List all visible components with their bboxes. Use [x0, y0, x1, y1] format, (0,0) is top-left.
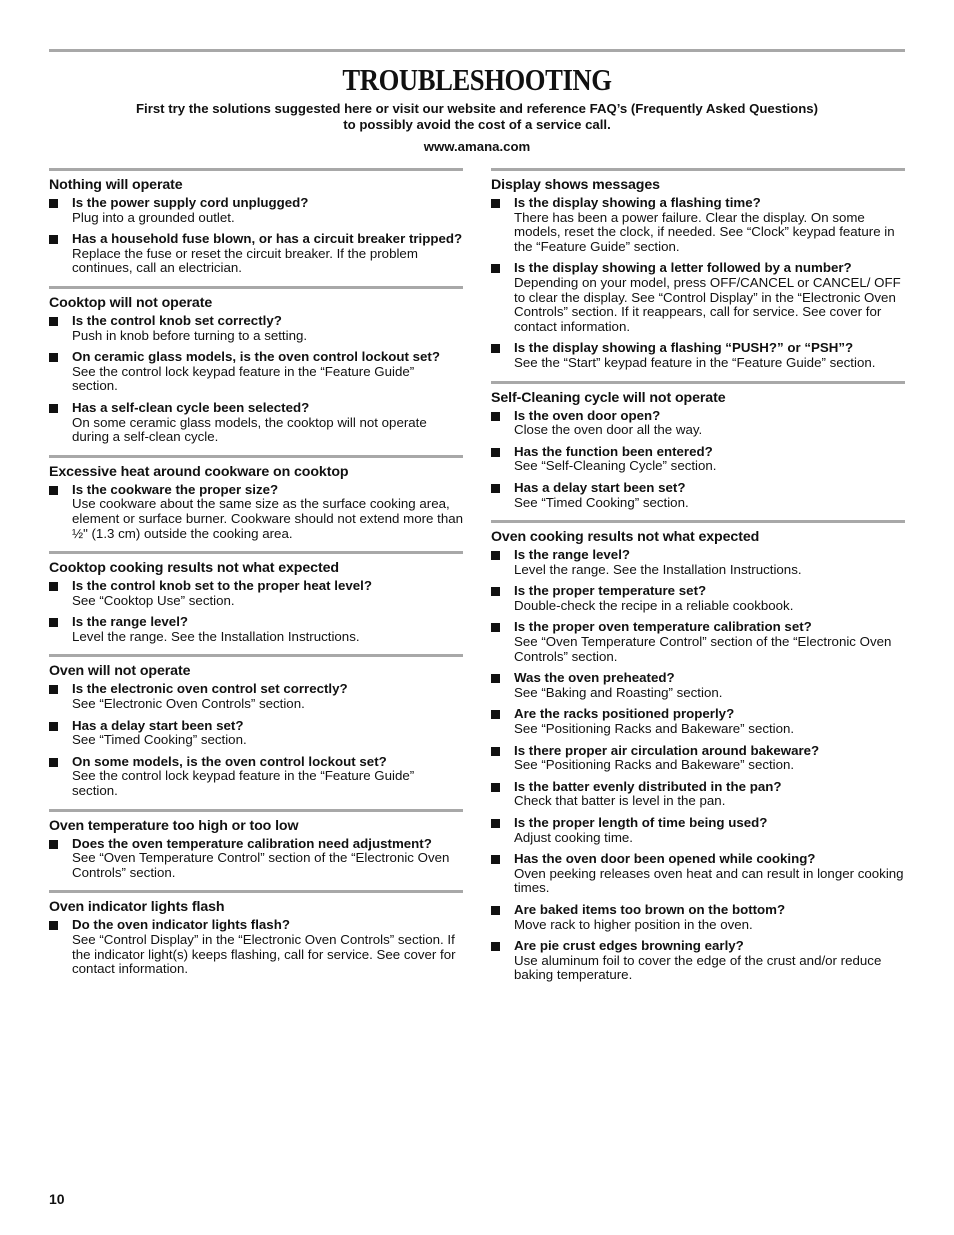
list-item	[49, 755, 463, 799]
list-item	[49, 196, 463, 225]
item-answer: See “Baking and Roasting” section.	[514, 684, 723, 700]
item-answer: See “Electronic Oven Controls” section.	[72, 696, 305, 712]
top-rule	[49, 49, 905, 52]
list-item	[49, 232, 463, 276]
item-answer: See “Timed Cooking” section.	[514, 494, 689, 510]
item-answer: See the control lock keypad feature in the “Feature Guide” section.	[72, 768, 415, 799]
item-question: Is the power supply cord unplugged?	[72, 195, 309, 210]
section-heading: Self-Cleaning cycle will not operate	[491, 389, 726, 406]
list-item	[491, 341, 905, 370]
item-question: On ceramic glass models, is the oven control lockout set?	[72, 349, 440, 365]
intro-line-1: First try the solutions suggested here or visit our website and reference FAQ’s (Frequently Asked Questions)	[136, 101, 818, 116]
square-bullet-icon	[49, 582, 58, 591]
website-link[interactable]: www.amana.com	[423, 139, 531, 154]
list-item	[491, 196, 905, 254]
right-column	[491, 168, 905, 993]
square-bullet-icon	[491, 199, 500, 208]
list-item	[491, 816, 905, 845]
section-oven-temperature-too-high-or-too-low	[49, 809, 463, 891]
section-display-shows-messages	[491, 168, 905, 381]
list-item	[491, 620, 905, 664]
square-bullet-icon	[491, 264, 500, 273]
item-question: Has a self-clean cycle been selected?	[72, 399, 310, 415]
list-item	[49, 401, 463, 445]
list-item	[49, 837, 463, 881]
item-answer: See “Cooktop Use” section.	[72, 592, 235, 608]
item-answer: See “Timed Cooking” section.	[72, 732, 247, 748]
item-answer: See “Control Display” in the “Electronic Oven Controls” section. If the indicator light(s) keeps flashing, call for service. See cover for contact information.	[72, 932, 456, 977]
item-answer: See “Oven Temperature Control” section of the “Electronic Oven Controls” section.	[514, 634, 892, 664]
item-answer: Push in knob before turning to a setting.	[72, 327, 308, 343]
square-bullet-icon	[49, 722, 58, 731]
square-bullet-icon	[491, 448, 500, 457]
item-answer: See the control lock keypad feature in the “Feature Guide” section.	[72, 363, 415, 394]
square-bullet-icon	[49, 235, 58, 244]
square-bullet-icon	[491, 710, 500, 719]
item-question: Is the display showing a flashing time?	[514, 195, 761, 210]
list-item	[491, 707, 905, 736]
list-item	[49, 918, 463, 976]
section-oven-indicator-lights-flash	[49, 890, 463, 986]
list-item	[491, 671, 905, 700]
item-answer: On some ceramic glass models, the cooktop will not operate during a self-clean cycle.	[72, 414, 427, 445]
list-item	[49, 314, 463, 343]
list-item	[49, 719, 463, 748]
item-question: Is the display showing a letter followed by a number?	[514, 260, 852, 276]
square-bullet-icon	[491, 551, 500, 560]
square-bullet-icon	[49, 758, 58, 767]
square-bullet-icon	[491, 747, 500, 756]
list-item	[491, 409, 905, 438]
section-heading: Display shows messages	[491, 177, 660, 193]
square-bullet-icon	[49, 618, 58, 627]
section-heading: Cooktop will not operate	[49, 294, 213, 311]
item-answer: Double-check the recipe in a reliable cookbook.	[514, 597, 794, 613]
intro-line-2: to possibly avoid the cost of a service call.	[343, 116, 611, 132]
list-item	[49, 483, 463, 541]
square-bullet-icon	[491, 623, 500, 632]
section-oven-will-not-operate	[49, 654, 463, 808]
item-question: Is the electronic oven control set correctly?	[72, 681, 348, 697]
square-bullet-icon	[49, 921, 58, 930]
section-heading: Excessive heat around cookware on cooktop	[49, 463, 349, 480]
list-item	[49, 682, 463, 711]
section-heading: Oven will not operate	[49, 663, 191, 680]
item-answer: Use cookware about the same size as the surface cooking area, element or surface burner. Cookware should not extend more than ½" (1.3 cm) outside the cooking area.	[72, 496, 464, 541]
page-number: 10	[49, 1191, 65, 1207]
list-item	[491, 903, 905, 932]
square-bullet-icon	[491, 942, 500, 951]
item-answer: Depending on your model, press OFF/CANCEL or CANCEL/ OFF to clear the display. See “Control Display” in the “Electronic Oven Controls” section. If it reappears, call for service. See cover for contact information.	[514, 274, 901, 334]
item-question: Is the range level?	[514, 547, 631, 563]
section-heading: Nothing will operate	[49, 177, 183, 193]
section-heading: Oven temperature too high or too low	[49, 817, 299, 834]
list-item	[491, 939, 905, 983]
item-answer: Adjust cooking time.	[514, 829, 633, 845]
item-answer: See the “Start” keypad feature in the “Feature Guide” section.	[514, 354, 876, 370]
section-heading: Oven cooking results not what expected	[491, 529, 760, 546]
item-answer: See “Self-Cleaning Cycle” section.	[514, 458, 717, 474]
item-answer: Oven peeking releases oven heat and can result in longer cooking times.	[514, 865, 904, 896]
section-cooktop-cooking-results-not-what-expected	[49, 551, 463, 654]
left-column	[49, 168, 463, 987]
item-question: Has a household fuse blown, or has a circuit breaker tripped?	[72, 231, 463, 247]
section-self-cleaning-cycle-will-not-operate	[491, 381, 905, 521]
item-question: Is the proper temperature set?	[514, 583, 707, 599]
section-heading: Cooktop cooking results not what expected	[49, 560, 339, 577]
item-question: Was the oven preheated?	[514, 670, 675, 686]
list-item	[491, 744, 905, 773]
item-question: Has a delay start been set?	[514, 479, 686, 495]
square-bullet-icon	[49, 199, 58, 208]
item-question: Has the function been entered?	[514, 443, 713, 459]
item-answer: See “Positioning Racks and Bakeware” section.	[514, 721, 795, 737]
item-question: Is the control knob set to the proper heat level?	[72, 578, 372, 594]
list-item	[49, 350, 463, 394]
list-item	[491, 481, 905, 510]
list-item	[491, 852, 905, 896]
square-bullet-icon	[491, 855, 500, 864]
item-question: Is the display showing a flashing “PUSH?” or “PSH”?	[514, 340, 854, 356]
item-answer: Level the range. See the Installation Instructions.	[514, 561, 802, 577]
item-question: Is the oven door open?	[514, 407, 661, 423]
item-question: Is the proper length of time being used?	[514, 815, 768, 830]
square-bullet-icon	[49, 404, 58, 413]
square-bullet-icon	[49, 353, 58, 362]
square-bullet-icon	[491, 412, 500, 421]
item-answer: Replace the fuse or reset the circuit breaker. If the problem continues, call an electrician.	[72, 245, 418, 276]
section-excessive-heat-around-cookware-on-cooktop	[49, 455, 463, 551]
list-item	[491, 548, 905, 577]
section-nothing-will-operate	[49, 168, 463, 286]
item-question: Has a delay start been set?	[72, 717, 244, 733]
item-answer: Plug into a grounded outlet.	[72, 209, 235, 225]
item-answer: Close the oven door all the way.	[514, 422, 703, 438]
item-answer: Level the range. See the Installation Instructions.	[72, 628, 360, 644]
list-item	[49, 579, 463, 608]
list-item	[491, 445, 905, 474]
item-answer: Use aluminum foil to cover the edge of the crust and/or reduce baking temperature.	[514, 952, 882, 983]
square-bullet-icon	[491, 587, 500, 596]
item-answer: Move rack to higher position in the oven.	[514, 916, 753, 932]
item-question: Has the oven door been opened while cooking?	[514, 851, 816, 867]
page-title: TROUBLESHOOTING	[342, 62, 612, 97]
square-bullet-icon	[491, 819, 500, 828]
square-bullet-icon	[49, 685, 58, 694]
square-bullet-icon	[49, 840, 58, 849]
square-bullet-icon	[491, 783, 500, 792]
item-question: Are pie crust edges browning early?	[514, 938, 744, 954]
square-bullet-icon	[49, 486, 58, 495]
square-bullet-icon	[491, 674, 500, 683]
list-item	[491, 261, 905, 334]
list-item	[491, 584, 905, 613]
item-question: Is the batter evenly distributed in the pan?	[514, 778, 782, 794]
item-question: Is the control knob set correctly?	[72, 312, 282, 328]
list-item	[491, 780, 905, 809]
list-item	[49, 615, 463, 644]
item-question: Do the oven indicator lights flash?	[72, 917, 290, 933]
item-question: Is there proper air circulation around bakeware?	[514, 742, 820, 758]
intro-block	[0, 101, 954, 155]
square-bullet-icon	[491, 484, 500, 493]
item-question: Is the range level?	[72, 614, 189, 630]
square-bullet-icon	[491, 906, 500, 915]
item-question: Is the proper oven temperature calibration set?	[514, 619, 812, 635]
section-cooktop-will-not-operate	[49, 286, 463, 455]
item-answer: See “Oven Temperature Control” section of the “Electronic Oven Controls” section.	[72, 850, 450, 880]
item-question: Is the cookware the proper size?	[72, 481, 279, 497]
item-answer: Check that batter is level in the pan.	[514, 793, 726, 809]
square-bullet-icon	[49, 317, 58, 326]
section-heading: Oven indicator lights flash	[49, 899, 225, 916]
item-question: Are the racks positioned properly?	[514, 706, 735, 722]
item-question: On some models, is the oven control lockout set?	[72, 753, 387, 769]
square-bullet-icon	[491, 344, 500, 353]
section-oven-cooking-results-not-what-expected	[491, 520, 905, 993]
item-question: Are baked items too brown on the bottom?	[514, 901, 786, 917]
item-answer: See “Positioning Racks and Bakeware” section.	[514, 757, 795, 773]
item-question: Does the oven temperature calibration need adjustment?	[72, 835, 432, 851]
item-answer: There has been a power failure. Clear the display. On some models, reset the clock, if needed. See “Clock” keypad feature in the “Feature Guide” section.	[514, 209, 895, 254]
